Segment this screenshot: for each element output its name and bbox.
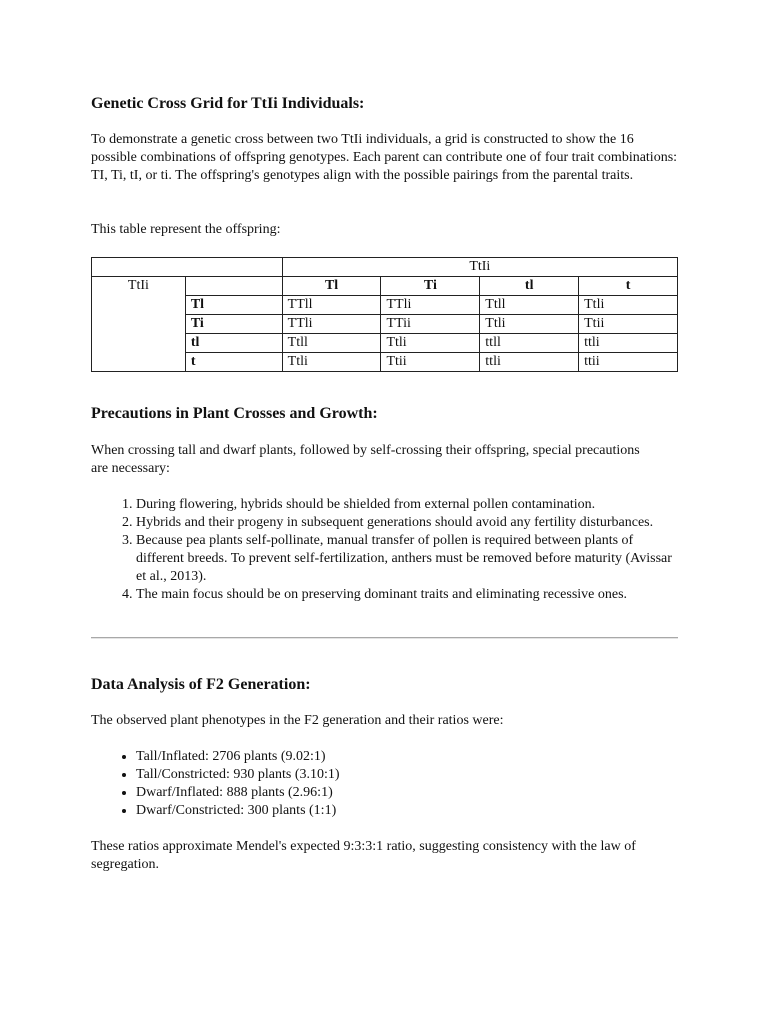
table-row: [92, 277, 678, 296]
list-item: 3. Because pea plants self-pollinate, manual transfer of pollen is required between plants of different breeds. To prevent self-fertilization, anthers must be removed before maturity (Avissar et al., 2013).: [136, 532, 681, 586]
genotype-cell: Ttii: [579, 315, 678, 334]
parent-left-label: TtIi: [92, 277, 186, 372]
list-item: • Dwarf/Inflated: 888 plants (2.96:1): [136, 784, 340, 802]
genotype-cell: Ttli: [381, 334, 480, 353]
precautions-intro: When crossing tall and dwarf plants, followed by self-crossing their offspring, special precautions are necessary:: [91, 443, 640, 476]
list-item: 2. Hybrids and their progeny in subsequent generations should avoid any fertility disturbances.: [136, 514, 681, 532]
data-intro: The observed plant phenotypes in the F2 generation and their ratios were:: [91, 713, 504, 728]
horizontal-divider: [91, 637, 678, 639]
punnett-square-table: [91, 257, 678, 372]
row-header: Ti: [185, 315, 282, 334]
section-heading-genetic-cross: Genetic Cross Grid for TtIi Individuals:: [91, 95, 365, 112]
section-heading-precautions: Precautions in Plant Crosses and Growth:: [91, 405, 378, 422]
genotype-cell: TTii: [381, 315, 480, 334]
genotype-cell: Ttii: [381, 353, 480, 372]
column-header: Ti: [381, 277, 480, 296]
genotype-cell: TTli: [282, 315, 381, 334]
parent-top-label: TtIi: [282, 258, 677, 277]
genotype-cell: ttii: [579, 353, 678, 372]
section-heading-data-analysis: Data Analysis of F2 Generation:: [91, 676, 311, 693]
list-item: 1. During flowering, hybrids should be shielded from external pollen contamination.: [136, 496, 681, 514]
row-header: Tl: [185, 296, 282, 315]
genotype-cell: TTli: [381, 296, 480, 315]
table-caption: This table represent the offspring:: [91, 222, 281, 237]
genotype-cell: Ttll: [480, 296, 579, 315]
column-header: Tl: [282, 277, 381, 296]
genotype-cell: TTll: [282, 296, 381, 315]
genotype-cell: ttli: [579, 334, 678, 353]
list-item: • Tall/Inflated: 2706 plants (9.02:1): [136, 748, 340, 766]
table-row: [92, 258, 678, 277]
genotype-cell: ttli: [480, 353, 579, 372]
table-corner-cell: [92, 258, 283, 277]
column-header: tl: [480, 277, 579, 296]
column-header: t: [579, 277, 678, 296]
table-blank-cell: [185, 277, 282, 296]
phenotype-list: [91, 748, 340, 820]
precautions-list: [91, 496, 681, 604]
genotype-cell: Ttli: [579, 296, 678, 315]
genotype-cell: Ttli: [480, 315, 579, 334]
row-header: tl: [185, 334, 282, 353]
conclusion-paragraph: These ratios approximate Mendel's expected 9:3:3:1 ratio, suggesting consistency with the law of segregation.: [91, 839, 636, 872]
list-item: • Tall/Constricted: 930 plants (3.10:1): [136, 766, 340, 784]
genotype-cell: Ttli: [282, 353, 381, 372]
genotype-cell: ttll: [480, 334, 579, 353]
list-item: • Dwarf/Constricted: 300 plants (1:1): [136, 802, 340, 820]
intro-paragraph: To demonstrate a genetic cross between two TtIi individuals, a grid is constructed to show the 16 possible combinations of offspring genotypes. Each parent can contribute one of four trait combinations: TI, Ti, tI, or ti. The offspring's genotypes align with the possible pairings from the parental traits.: [91, 132, 678, 183]
list-item: 4. The main focus should be on preserving dominant traits and eliminating recessive ones.: [136, 586, 681, 604]
row-header: t: [185, 353, 282, 372]
genotype-cell: Ttll: [282, 334, 381, 353]
